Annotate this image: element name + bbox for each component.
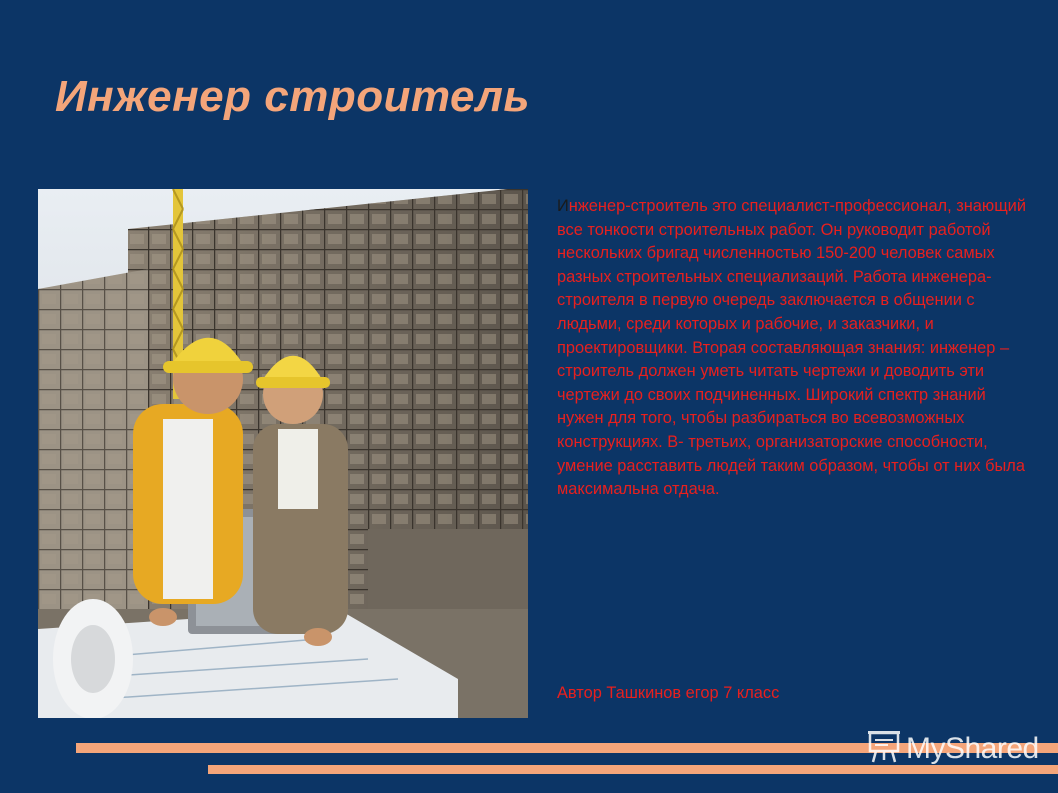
- author-credit: Автор Ташкинов егор 7 класс: [557, 684, 780, 702]
- presentation-board-icon: [866, 728, 902, 769]
- watermark-text: MyShared: [906, 731, 1039, 765]
- watermark: [866, 728, 1039, 769]
- body-text: нженер-строитель это специалист-профессионал, знающий все тонкости строительных работ. Он руководит работой нескольких бригад численностью 150-200 человек самых разных строительных специализаций. Работа инженера-строителя в первую очередь заключается в общении с людьми, среди которых и рабочие, и заказчики, и проектировщики. Вторая составляющая знания: инженер – строитель должен уметь читать чертежи и доводить эти чертежи до своих подчиненных. Широкий спектр знаний нужен для того, чтобы разбираться во всевозможных конструкциях. В- третьих, организаторские способности, умение расставить людей таким образом, чтобы от них была максимальна отдача.: [557, 197, 1026, 499]
- body-paragraph: [557, 195, 1032, 502]
- construction-engineers-photo: [38, 189, 528, 718]
- slide-title: Инженер строитель: [55, 72, 531, 121]
- body-first-letter: И: [557, 197, 569, 215]
